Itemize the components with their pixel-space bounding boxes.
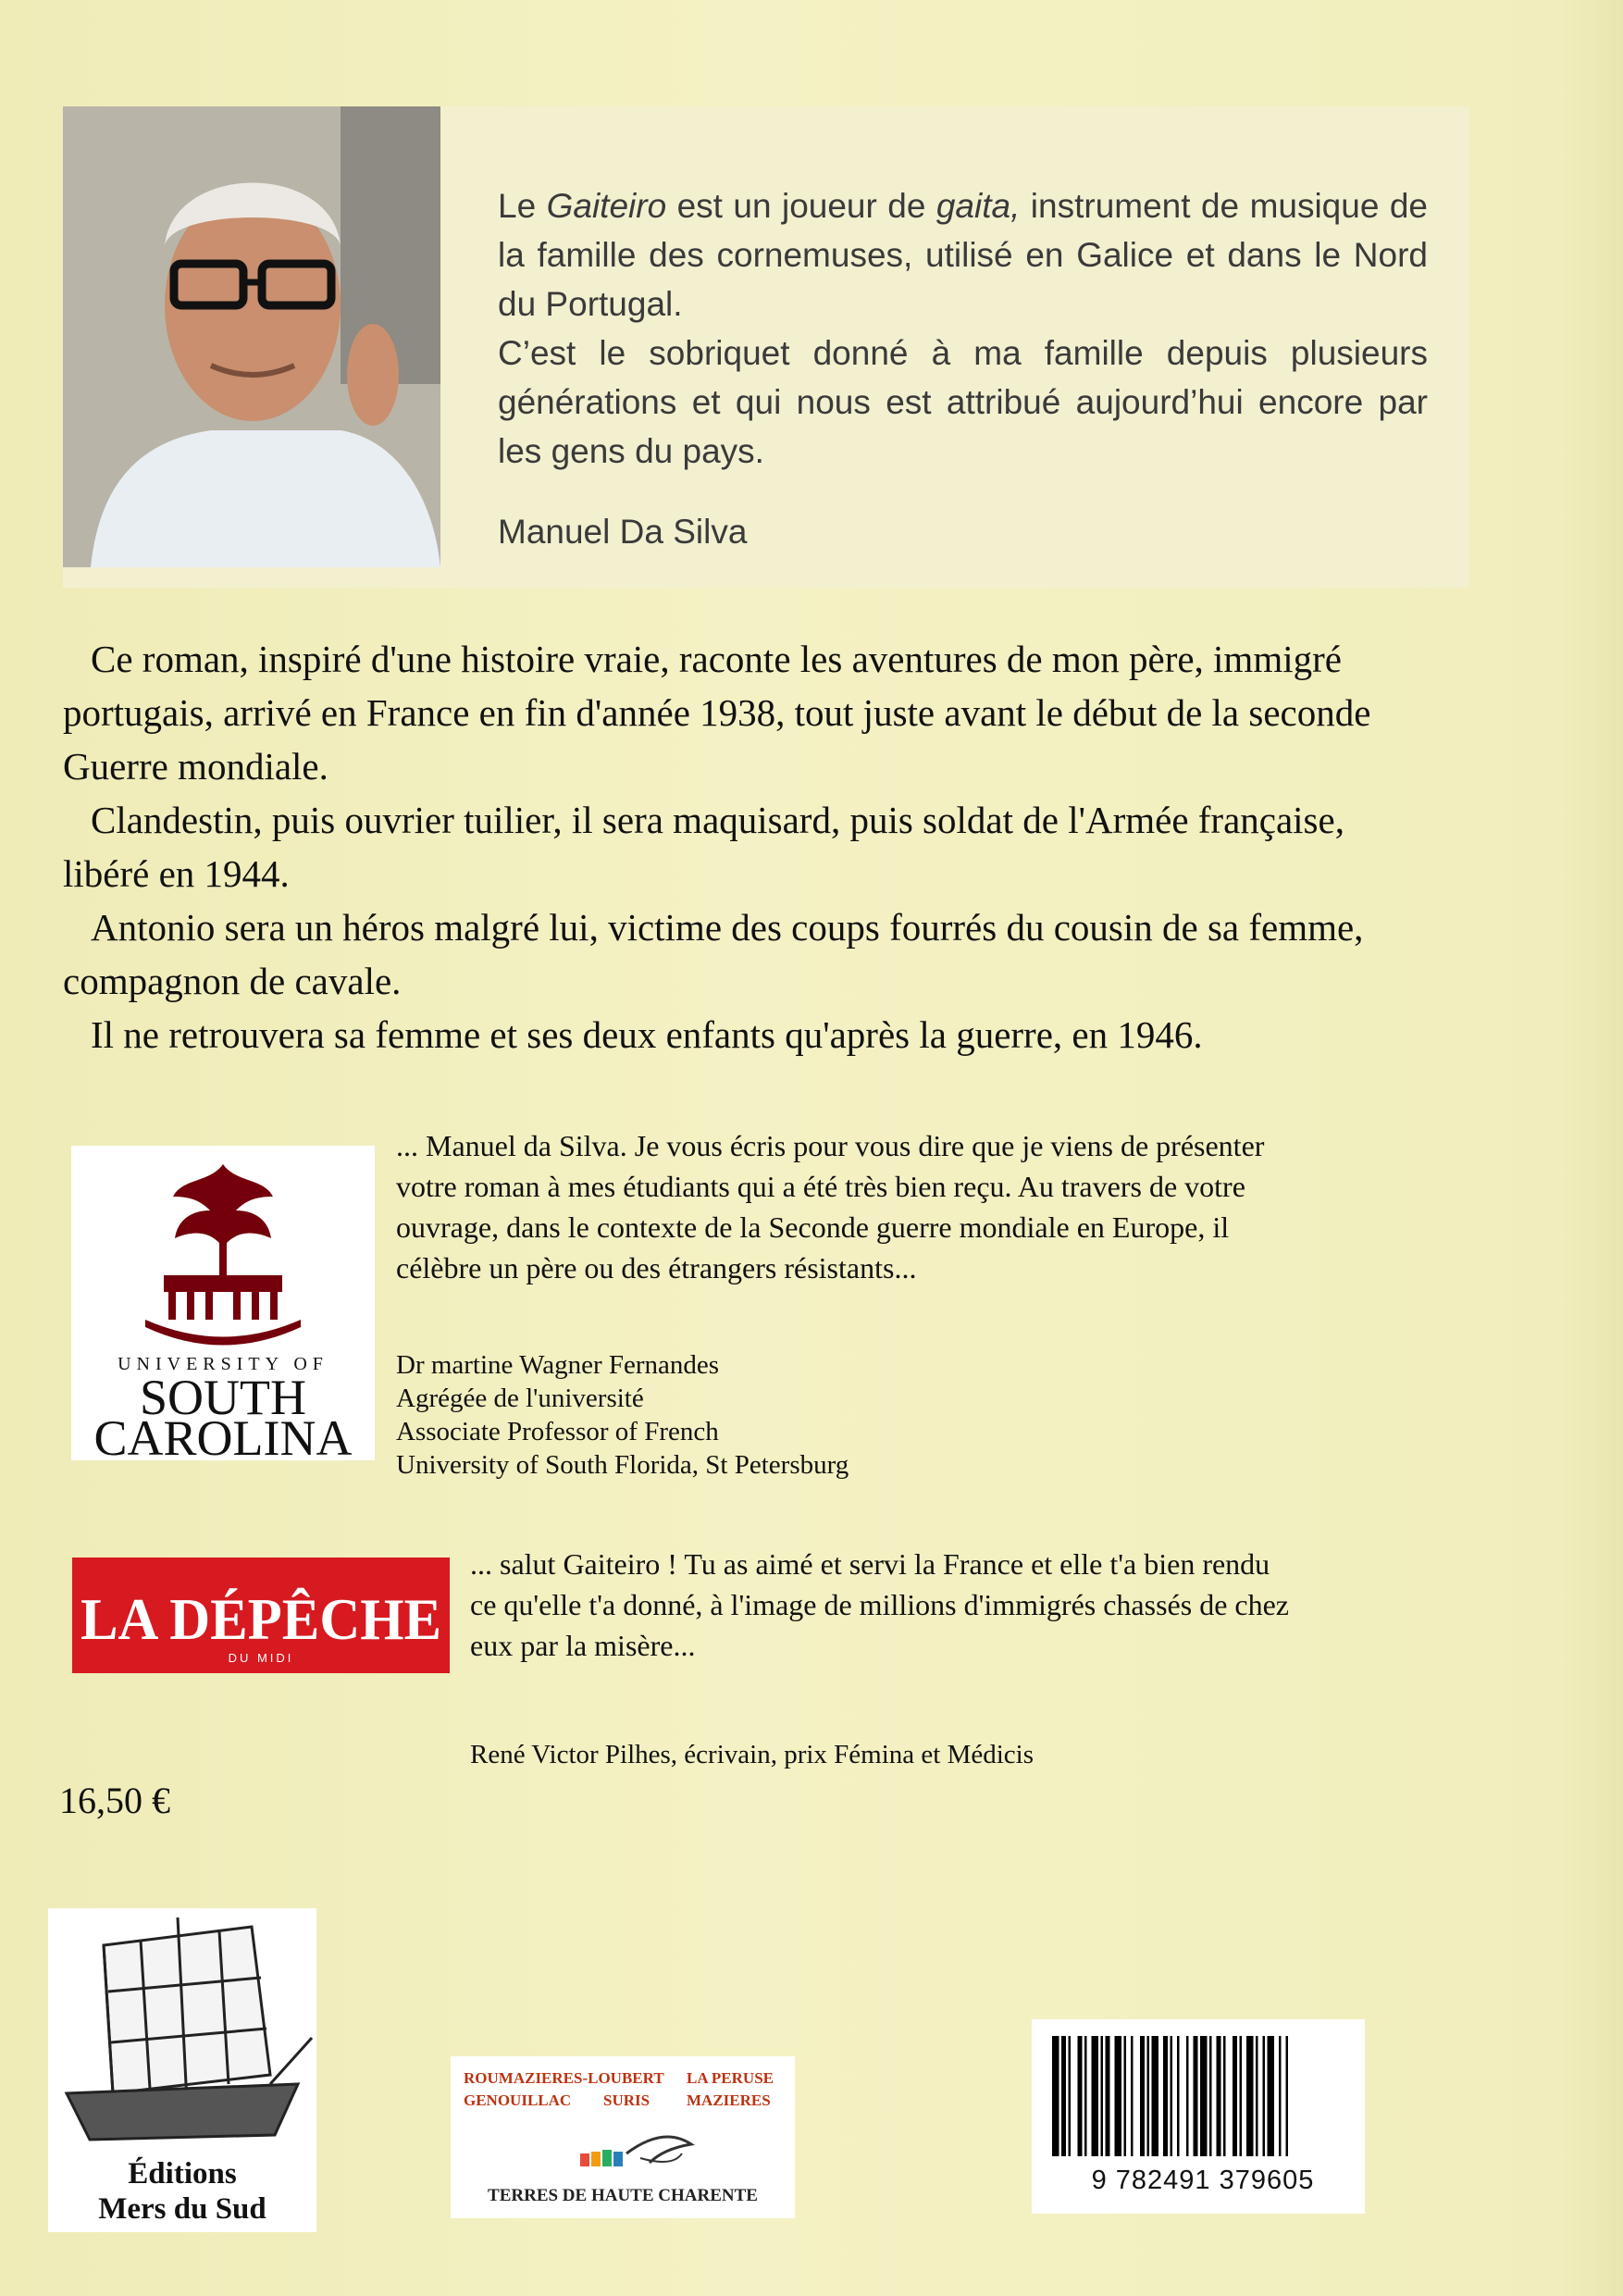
terres-haute-charente-logo bbox=[451, 2056, 795, 2218]
barcode-bar bbox=[1246, 2036, 1254, 2156]
publisher-line2: Mers du Sud bbox=[98, 2192, 266, 2226]
usc-year: 1801 bbox=[212, 1334, 234, 1347]
barcode-bar bbox=[1186, 2036, 1189, 2156]
publisher-logo bbox=[48, 1908, 316, 2232]
dragonfly-icon bbox=[451, 2107, 795, 2191]
barcode-bar bbox=[1052, 2036, 1059, 2156]
thc-name: TERRES DE HAUTE CHARENTE bbox=[488, 2186, 758, 2205]
intro-term-gaiteiro: Gaiteiro bbox=[546, 187, 667, 225]
barcode-bar bbox=[1147, 2036, 1150, 2156]
barcode-bar bbox=[1286, 2036, 1289, 2156]
barcode-bar bbox=[1061, 2036, 1066, 2156]
intro-paragraph-2: C’est le sobriquet donné à ma famille depuis plusieurs générations et qui nous est attribué aujourd’hui encore par les gens du pays. bbox=[498, 334, 1428, 470]
summary-paragraph: Ce roman, inspiré d'une histoire vraie, raconte les aventures de mon père, immigré portugais, arrivé en France en fin d'année 1938, tout juste avant le début de la seconde Guerre mondiale. bbox=[63, 638, 1371, 788]
intro-term-gaita: gaita, bbox=[935, 187, 1021, 225]
barcode-bar bbox=[1140, 2036, 1145, 2156]
barcode bbox=[1032, 2019, 1365, 2214]
barcode-bar bbox=[1223, 2036, 1226, 2156]
usc-sig-line: Associate Professor of French bbox=[396, 1417, 719, 1446]
barcode-bars bbox=[1032, 2019, 1365, 2167]
barcode-bar bbox=[1256, 2036, 1258, 2156]
publisher-line1: Éditions bbox=[128, 2157, 237, 2191]
barcode-number: 9 782491 379605 bbox=[1091, 2166, 1315, 2195]
barcode-bar bbox=[1209, 2036, 1212, 2156]
summary-paragraph: Antonio sera un héros malgré lui, victime des coups fourrés du cousin de sa femme, compagnon de cavale. bbox=[63, 906, 1364, 1002]
barcode-bar bbox=[1217, 2036, 1221, 2156]
barcode-bar bbox=[1078, 2036, 1083, 2156]
barcode-bar bbox=[1069, 2036, 1072, 2156]
barcode-bar bbox=[1092, 2036, 1099, 2156]
depeche-signature: René Victor Pilhes, écrivain, prix Fémina et Médicis bbox=[470, 1740, 1034, 1769]
barcode-bar bbox=[1200, 2036, 1208, 2156]
usc-logo-line3: CAROLINA bbox=[93, 1410, 353, 1460]
summary-paragraph: Clandestin, puis ouvrier tuilier, il sera maquisard, puis soldat de l'Armée française, libéré en 1944. bbox=[63, 799, 1344, 895]
barcode-bar bbox=[1115, 2036, 1122, 2156]
barcode-bar bbox=[1194, 2036, 1198, 2156]
thc-place: ROUMAZIERES-LOUBERT bbox=[464, 2069, 664, 2087]
barcode-bar bbox=[1084, 2036, 1087, 2156]
intro-paragraph-1 bbox=[498, 181, 1428, 329]
usc-logo bbox=[71, 1146, 375, 1460]
usc-sig-line: Dr martine Wagner Fernandes bbox=[396, 1350, 720, 1380]
barcode-bar bbox=[1152, 2036, 1159, 2156]
barcode-bar bbox=[1101, 2036, 1104, 2156]
intro-text bbox=[498, 181, 1428, 476]
barcode-bar bbox=[1124, 2036, 1127, 2156]
barcode-bar bbox=[1177, 2036, 1180, 2156]
usc-signature bbox=[396, 1348, 849, 1482]
barcode-bar bbox=[1240, 2036, 1243, 2156]
page-edge-shadow bbox=[1558, 0, 1623, 2296]
barcode-bar bbox=[1163, 2036, 1168, 2156]
la-depeche-logo bbox=[72, 1558, 450, 1673]
intro-text-part: instrument de musique de la famille des cornemuses, utilisé en Galice et dans le Nord du Portugal. bbox=[498, 187, 1429, 323]
barcode-bar bbox=[1233, 2036, 1237, 2156]
intro-author: Manuel Da Silva bbox=[498, 513, 748, 551]
barcode-bar bbox=[1279, 2036, 1282, 2156]
barcode-bar bbox=[1268, 2036, 1275, 2156]
usc-logo-line1: UNIVERSITY OF bbox=[118, 1354, 328, 1374]
barcode-bar bbox=[1263, 2036, 1266, 2156]
la-depeche-wordmark: LA DÉPÊCHE bbox=[81, 1586, 441, 1652]
thc-place: LA PERUSE bbox=[687, 2069, 774, 2087]
usc-sig-line: Agrégée de l'université bbox=[396, 1384, 644, 1413]
thc-place: GENOUILLAC bbox=[464, 2091, 572, 2109]
barcode-bar bbox=[1131, 2036, 1134, 2156]
summary-paragraph: Il ne retrouvera sa femme et ses deux enfants qu'après la guerre, en 1946. bbox=[91, 1013, 1203, 1056]
barcode-bar bbox=[1106, 2036, 1110, 2156]
la-depeche-sub: DU MIDI bbox=[228, 1651, 294, 1665]
publisher-name bbox=[48, 2156, 316, 2227]
usc-sig-line: University of South Florida, St Petersburg bbox=[396, 1450, 849, 1480]
intro-text-part: est un joueur de bbox=[666, 187, 936, 225]
price: 16,50 € bbox=[59, 1780, 170, 1821]
usc-logo-line2: SOUTH bbox=[139, 1370, 307, 1425]
ship-icon bbox=[48, 1908, 316, 2153]
usc-quote: ... Manuel da Silva. Je vous écris pour vous dire que je viens de présenter votre roman à mes étudiants qui a été très bien reçu. Au travers de votre ouvrage, dans le contexte de la Seconde guerre mondiale en Europe, il célèbre un père ou des étrangers résistants... bbox=[396, 1129, 1265, 1285]
thc-place: SURIS bbox=[603, 2091, 650, 2109]
author-photo bbox=[63, 106, 440, 567]
barcode-bar bbox=[1171, 2036, 1173, 2156]
intro-text-part: Le bbox=[498, 187, 547, 225]
thc-place: MAZIERES bbox=[687, 2091, 771, 2109]
depeche-quote: ... salut Gaiteiro ! Tu as aimé et servi la France et elle t'a bien rendu ce qu'elle t'a donné, à l'image de millions d'immigrés chassés de chez eux par la misère... bbox=[470, 1547, 1289, 1662]
book-summary bbox=[63, 632, 1395, 1061]
